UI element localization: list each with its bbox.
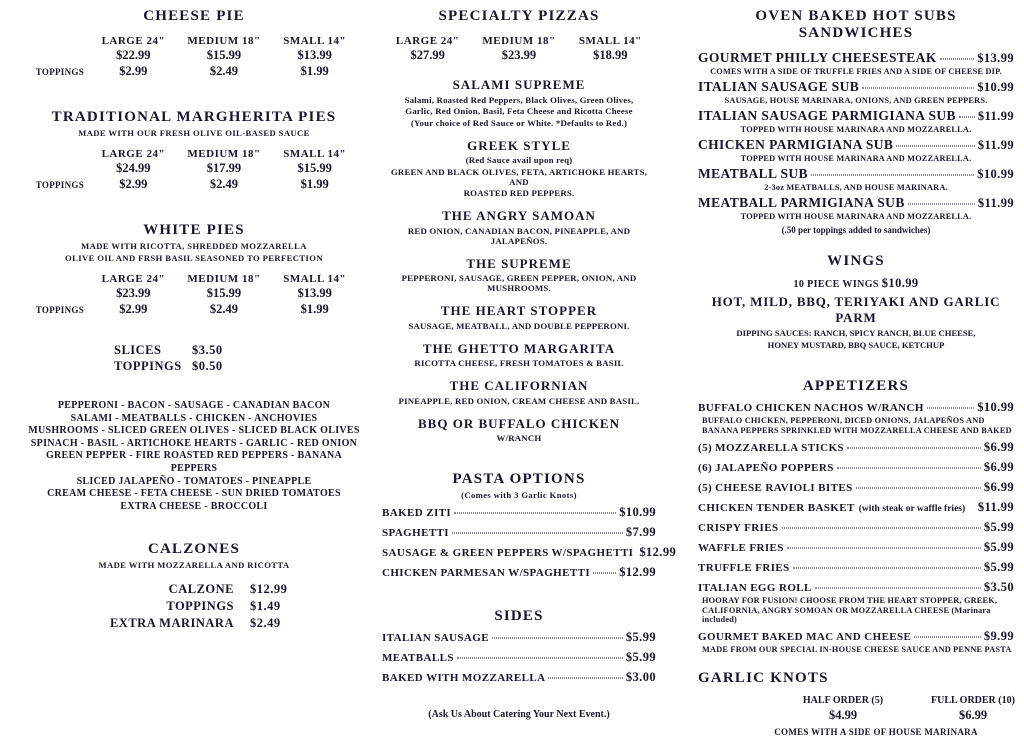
item-price: $9.99	[983, 629, 1014, 643]
section-subtitle: MADE WITH OUR FRESH OLIVE OIL-BASED SAUCE	[78, 128, 310, 138]
garlic-knots-table	[778, 695, 1014, 723]
toppings-list	[28, 400, 360, 513]
menu-item	[382, 630, 656, 645]
item-price: $3.50	[983, 580, 1014, 594]
menu-item	[382, 525, 656, 540]
menu-item	[698, 108, 1014, 124]
item-name: (5) MOZZARELLA STICKS	[698, 442, 844, 454]
toppings-line: EXTRA CHEESE - BROCCOLI	[120, 500, 268, 512]
price: $23.99	[501, 48, 537, 62]
order-size-header: HALF ORDER (5)	[802, 695, 884, 706]
item-name: ITALIAN SAUSAGE SUB	[698, 79, 860, 94]
menu-item	[698, 79, 1014, 95]
item-price: $2.49	[250, 616, 281, 631]
size-header: MEDIUM 18"	[187, 148, 261, 160]
size-header: LARGE 24"	[395, 35, 460, 47]
garlic-knots-note: COMES WITH A SIDE OF HOUSE MARINARA	[774, 727, 978, 737]
menu-item	[698, 400, 1014, 415]
dot-leader	[914, 637, 981, 638]
price: $24.99	[116, 161, 151, 175]
item-name: CHICKEN PARMIGIANA SUB	[698, 137, 894, 152]
price: $15.99	[297, 161, 332, 175]
item-qualifier: (with steak or waffle fries)	[858, 504, 966, 514]
dot-leader	[856, 488, 981, 489]
item-name: (5) CHEESE RAVIOLI BITES	[698, 482, 853, 494]
dot-leader	[454, 513, 616, 514]
menu-item	[698, 480, 1014, 495]
appetizers-list	[698, 400, 1014, 654]
section-subtitle: OLIVE OIL AND FRSH BASIL SEASONED TO PERFECTION	[65, 253, 323, 263]
section-margherita-pies	[28, 109, 360, 192]
wings-sauces: DIPPING SAUCES: RANCH, SPICY RANCH, BLUE CHEESE,	[736, 328, 976, 338]
item-name: TRUFFLE FRIES	[698, 562, 790, 574]
size-price-table	[28, 35, 360, 79]
pizza-item	[382, 416, 656, 444]
section-white-pies	[28, 222, 360, 317]
item-price: $13.99	[977, 51, 1014, 65]
menu-item	[382, 545, 677, 560]
pizza-item	[382, 303, 656, 331]
section-title: WINGS	[827, 253, 885, 269]
price: $1.99	[300, 302, 329, 316]
menu-item	[698, 460, 1014, 475]
item-price: $5.99	[625, 630, 656, 644]
pizza-item	[382, 341, 656, 369]
section-sides	[382, 608, 656, 685]
calzone-price-table	[28, 582, 360, 631]
price: $22.99	[116, 48, 151, 62]
item-name: WAFFLE FRIES	[698, 542, 784, 554]
menu-item	[698, 195, 1014, 211]
specialty-pizza-list	[382, 77, 656, 443]
dot-leader	[782, 528, 981, 529]
column-subs-apps	[698, 8, 1014, 737]
size-header: LARGE 24"	[101, 148, 166, 160]
size-header: MEDIUM 18"	[187, 273, 261, 285]
toppings-label: TOPPINGS	[35, 304, 84, 315]
section-pasta-options	[382, 471, 677, 580]
dot-leader	[492, 638, 623, 639]
wings-combo	[698, 276, 1014, 291]
section-title: GARLIC KNOTS	[698, 670, 829, 686]
item-name: SPAGHETTI	[382, 527, 449, 539]
item-price: $5.99	[983, 560, 1014, 574]
section-subtitle: (Comes with 3 Garlic Knots)	[461, 490, 577, 500]
pizza-item	[382, 208, 656, 246]
pizza-name: THE GHETTO MARGARITA	[422, 340, 616, 356]
section-title: TRADITIONAL MARGHERITA PIES	[51, 109, 337, 125]
menu-item	[382, 670, 656, 685]
item-desc: BUFFALO CHICKEN, PEPPERONI, DICED ONIONS, JALAPEÑOS AND	[702, 416, 985, 425]
section-title: SPECIALTY PIZZAS	[438, 8, 600, 24]
item-price: $11.99	[977, 196, 1014, 210]
item-price: $10.99	[977, 80, 1014, 94]
pizza-name: THE CALIFORNIAN	[449, 378, 589, 393]
price: $2.99	[119, 177, 148, 191]
toppings-line: MUSHROOMS - SLICED GREEN OLIVES - SLICED BLACK OLIVES	[28, 425, 360, 437]
dot-leader	[837, 468, 981, 469]
pizza-desc: (Red Sauce avail upon req)	[465, 155, 573, 165]
pizza-desc: RICOTTA CHEESE, FRESH TOMATOES & BASIL	[414, 358, 624, 368]
size-header: SMALL 14"	[283, 148, 347, 160]
order-size-header: FULL ORDER (10)	[931, 695, 1015, 706]
menu-item	[698, 580, 1014, 595]
subs-note: (.50 per toppings added to sandwiches)	[781, 225, 931, 235]
item-price: $7.99	[625, 525, 656, 539]
item-name: CHICKEN PARMESAN W/SPAGHETTI	[382, 567, 591, 579]
pizza-desc: W/RANCH	[496, 433, 542, 443]
menu-item	[698, 50, 1014, 66]
item-price: $1.49	[250, 599, 281, 614]
price: $1.99	[300, 64, 329, 78]
dot-leader	[959, 117, 975, 118]
dot-leader	[452, 533, 623, 534]
dot-leader	[787, 548, 981, 549]
price: $2.49	[209, 64, 239, 78]
price: $23.99	[116, 286, 151, 300]
subs-list	[698, 50, 1014, 235]
item-price: $11.99	[977, 138, 1014, 152]
dot-leader	[927, 408, 974, 409]
item-desc: BANANA PEPPERS SPRINKLED WITH MOZZARELLA CHEESE AND BAKED	[702, 426, 1012, 435]
toppings-label: TOPPINGS	[35, 66, 84, 77]
price: $15.99	[206, 48, 242, 62]
price: $2.99	[119, 302, 148, 316]
pizza-desc: Salami, Roasted Red Peppers, Black Olives, Green Olives,	[404, 94, 634, 105]
section-title: PASTA OPTIONS	[452, 471, 586, 487]
toppings-line: CREAM CHEESE - FETA CHEESE - SUN DRIED TOMATOES	[47, 488, 341, 500]
toppings-label: TOPPINGS	[35, 179, 84, 190]
pizza-desc: ROASTED RED PEPPERS.	[463, 188, 575, 198]
item-desc: COMES WITH A SIDE OF TRUFFLE FRIES AND A SIDE OF CHEESE DIP.	[710, 67, 1002, 76]
toppings-line: SLICED JALAPEÑO - TOMATOES - PINEAPPLE	[76, 475, 312, 487]
menu-item	[382, 650, 656, 665]
size-price-table	[28, 273, 360, 317]
item-name: MEATBALLS	[382, 652, 454, 664]
size-header: LARGE 24"	[101, 35, 166, 47]
pizza-name: SALAMI SUPREME	[452, 77, 586, 92]
item-label: SLICES	[114, 343, 162, 357]
item-desc: MADE FROM OUR SPECIAL IN-HOUSE CHEESE SAUCE AND PENNE PASTA	[702, 645, 1012, 654]
menu-item	[382, 565, 656, 580]
item-price: $5.99	[983, 520, 1014, 534]
item-name: CRISPY FRIES	[698, 522, 779, 534]
item-name: GOURMET BAKED MAC AND CHEESE	[698, 631, 912, 643]
toppings-line: PEPPERONI - BACON - SAUSAGE - CANADIAN BACON	[57, 400, 331, 411]
price: $15.99	[206, 286, 242, 300]
dot-leader	[548, 678, 622, 679]
toppings-line: SPINACH - BASIL - ARTICHOKE HEARTS - GARLIC - RED ONION	[30, 437, 358, 449]
pizza-desc: Garlic, Red Onion, Basil, Feta Cheese and Ricotta Cheese	[405, 106, 633, 116]
dot-leader	[862, 88, 974, 89]
section-title: WHITE PIES	[143, 222, 245, 238]
size-price-table	[28, 148, 360, 192]
menu-item	[382, 505, 656, 520]
item-price: $11.99	[977, 109, 1014, 123]
section-hot-subs	[698, 8, 1014, 235]
size-price-table	[382, 35, 656, 63]
price: $17.99	[206, 161, 242, 175]
dot-leader	[593, 573, 616, 574]
pizza-name: GREEK STYLE	[467, 137, 571, 153]
pizza-name: BBQ OR BUFFALO CHICKEN	[418, 415, 620, 431]
catering-note: (Ask Us About Catering Your Next Event.)	[428, 709, 610, 720]
pizza-desc: PEPPERONI, SAUSAGE, GREEN PEPPER, ONION, AND MUSHROOMS.	[401, 273, 637, 293]
price: $4.99	[828, 708, 858, 722]
menu-item	[698, 540, 1014, 555]
column-specialty	[382, 8, 677, 737]
item-price: $10.99	[977, 400, 1014, 414]
column-pies	[28, 8, 360, 737]
dot-leader	[457, 658, 623, 659]
dot-leader	[793, 568, 981, 569]
pizza-desc: RED ONION, CANADIAN BACON, PINEAPPLE, AND JALAPEÑOS.	[407, 225, 631, 246]
pizza-desc: GREEN AND BLACK OLIVES, FETA, ARTICHOKE HEARTS, AND	[390, 166, 648, 187]
size-header: LARGE 24"	[101, 273, 166, 285]
section-calzones	[28, 541, 360, 631]
item-name: ITALIAN SAUSAGE PARMIGIANA SUB	[698, 108, 956, 123]
pizza-name: THE ANGRY SAMOAN	[442, 208, 596, 223]
pizza-item	[382, 77, 656, 128]
item-label: EXTRA MARINARA	[109, 616, 234, 631]
item-label: CALZONE	[168, 582, 234, 597]
item-desc: CALIFORNIA, ANGRY SOMOAN OR MOZZARELLA CHEESE (Marinara included)	[702, 606, 991, 624]
item-desc: TOPPED WITH HOUSE MARINARA AND MOZZARELLA.	[740, 154, 972, 163]
price: $18.99	[593, 48, 628, 62]
item-price: $12.99	[639, 545, 677, 559]
combo-label: 10 PIECE WINGS	[793, 279, 879, 290]
item-desc: SAUSAGE, HOUSE MARINARA, ONIONS, AND GREEN PEPPERS.	[724, 96, 988, 105]
dot-leader	[811, 175, 974, 176]
price: $6.99	[958, 708, 988, 722]
item-price: $6.99	[983, 440, 1014, 454]
item-name: CHICKEN TENDER BASKET	[698, 502, 855, 514]
pizza-desc: (Your choice of Red Sauce or White. *Defaults to Red.)	[410, 117, 628, 128]
item-name: BAKED WITH MOZZARELLA	[382, 672, 546, 684]
item-name: ITALIAN SAUSAGE	[382, 632, 489, 644]
item-price: $6.99	[983, 480, 1014, 494]
section-title: CHEESE PIE	[143, 8, 245, 24]
menu-item	[698, 520, 1014, 535]
pizza-item	[382, 138, 656, 199]
item-name: (6) JALAPEÑO POPPERS	[698, 462, 834, 474]
item-name: ITALIAN EGG ROLL	[698, 582, 812, 594]
item-price: $12.99	[619, 565, 656, 579]
item-name: BAKED ZITI	[382, 507, 452, 519]
menu-item	[698, 440, 1014, 455]
item-price: $6.99	[983, 460, 1014, 474]
menu-item	[698, 500, 1014, 515]
section-title: SIDES	[494, 608, 544, 624]
item-label: TOPPINGS	[166, 599, 234, 614]
toppings-line: GREEN PEPPER - FIRE ROASTED RED PEPPERS - BANANA PEPPERS	[45, 450, 343, 474]
price: $27.99	[410, 48, 445, 62]
menu-item	[698, 629, 1014, 644]
pizza-name: THE SUPREME	[466, 255, 572, 271]
dot-leader	[815, 588, 981, 589]
item-name: MEATBALL SUB	[698, 166, 808, 181]
item-name: GOURMET PHILLY CHEESESTEAK	[698, 50, 937, 65]
section-cheese-pie	[28, 8, 360, 79]
menu-item	[698, 137, 1014, 153]
item-desc: HOORAY FOR FUSION! CHOOSE FROM THE HEART STOPPER, GREEK,	[702, 596, 998, 605]
item-price: $3.00	[625, 670, 656, 684]
dot-leader	[896, 146, 975, 147]
wings-sauces: HONEY MUSTARD, BBQ SAUCE, KETCHUP	[767, 340, 945, 350]
price: $13.99	[297, 48, 332, 62]
item-name: SAUSAGE & GREEN PEPPERS W/SPAGHETTI	[382, 547, 634, 559]
pizza-item	[382, 378, 656, 406]
size-header: SMALL 14"	[283, 273, 347, 285]
wings-flavors: HOT, MILD, BBQ, TERIYAKI AND GARLIC PARM	[711, 294, 1001, 325]
item-price: $5.99	[625, 650, 656, 664]
pizza-desc: PINEAPPLE, RED ONION, CREAM CHEESE AND BASIL.	[398, 395, 640, 406]
price: $13.99	[297, 286, 332, 300]
item-name: BUFFALO CHICKEN NACHOS W/RANCH	[698, 402, 924, 414]
item-desc: TOPPED WITH HOUSE MARINARA AND MOZZARELLA.	[740, 125, 972, 134]
item-label: TOPPINGS	[114, 359, 182, 373]
section-title: CALZONES	[147, 541, 241, 558]
item-price: $0.50	[192, 359, 223, 373]
price: $2.49	[209, 302, 239, 316]
section-subtitle: MADE WITH RICOTTA, SHREDDED MOZZARELLA	[81, 241, 307, 251]
section-specialty-pizzas	[382, 8, 656, 63]
dot-leader	[908, 204, 975, 205]
size-header: MEDIUM 18"	[187, 35, 261, 47]
menu-item	[698, 166, 1014, 182]
item-price: $5.99	[983, 540, 1014, 554]
item-name: MEATBALL PARMIGIANA SUB	[698, 195, 905, 210]
item-price: $10.99	[977, 167, 1014, 181]
price: $1.99	[300, 177, 329, 191]
toppings-line: SALAMI - MEATBALLS - CHICKEN - ANCHOVIES	[70, 412, 318, 424]
section-wings	[698, 253, 1014, 350]
pizza-name: THE HEART STOPPER	[440, 303, 598, 318]
section-title: APPETIZERS	[802, 378, 910, 394]
section-title: OVEN BAKED HOT SUBS SANDWICHES	[755, 8, 957, 41]
pizza-item	[382, 256, 656, 294]
item-desc: TOPPED WITH HOUSE MARINARA AND MOZZARELLA.	[740, 212, 972, 221]
section-appetizers	[698, 378, 1014, 654]
price: $2.99	[119, 64, 148, 78]
price: $2.49	[209, 177, 239, 191]
pizza-desc: SAUSAGE, MEATBALL, AND DOUBLE PEPPERONI.	[408, 320, 630, 331]
item-price: $10.99	[619, 505, 656, 519]
dot-leader	[940, 59, 975, 60]
menu-item	[698, 560, 1014, 575]
section-garlic-knots	[698, 670, 1014, 737]
size-header: SMALL 14"	[578, 35, 642, 47]
section-subtitle: MADE WITH MOZZARELLA AND RICOTTA	[98, 560, 290, 571]
dot-leader	[847, 448, 981, 449]
item-price: $3.50	[192, 343, 223, 357]
size-header: SMALL 14"	[283, 35, 347, 47]
item-price: $12.99	[250, 582, 288, 597]
combo-price: $10.99	[881, 276, 919, 290]
item-price: $11.99	[977, 500, 1014, 514]
size-header: MEDIUM 18"	[482, 35, 556, 47]
item-desc: 2-3oz MEATBALLS, AND HOUSE MARINARA.	[764, 183, 948, 192]
slices-toppings-prices	[114, 343, 274, 374]
